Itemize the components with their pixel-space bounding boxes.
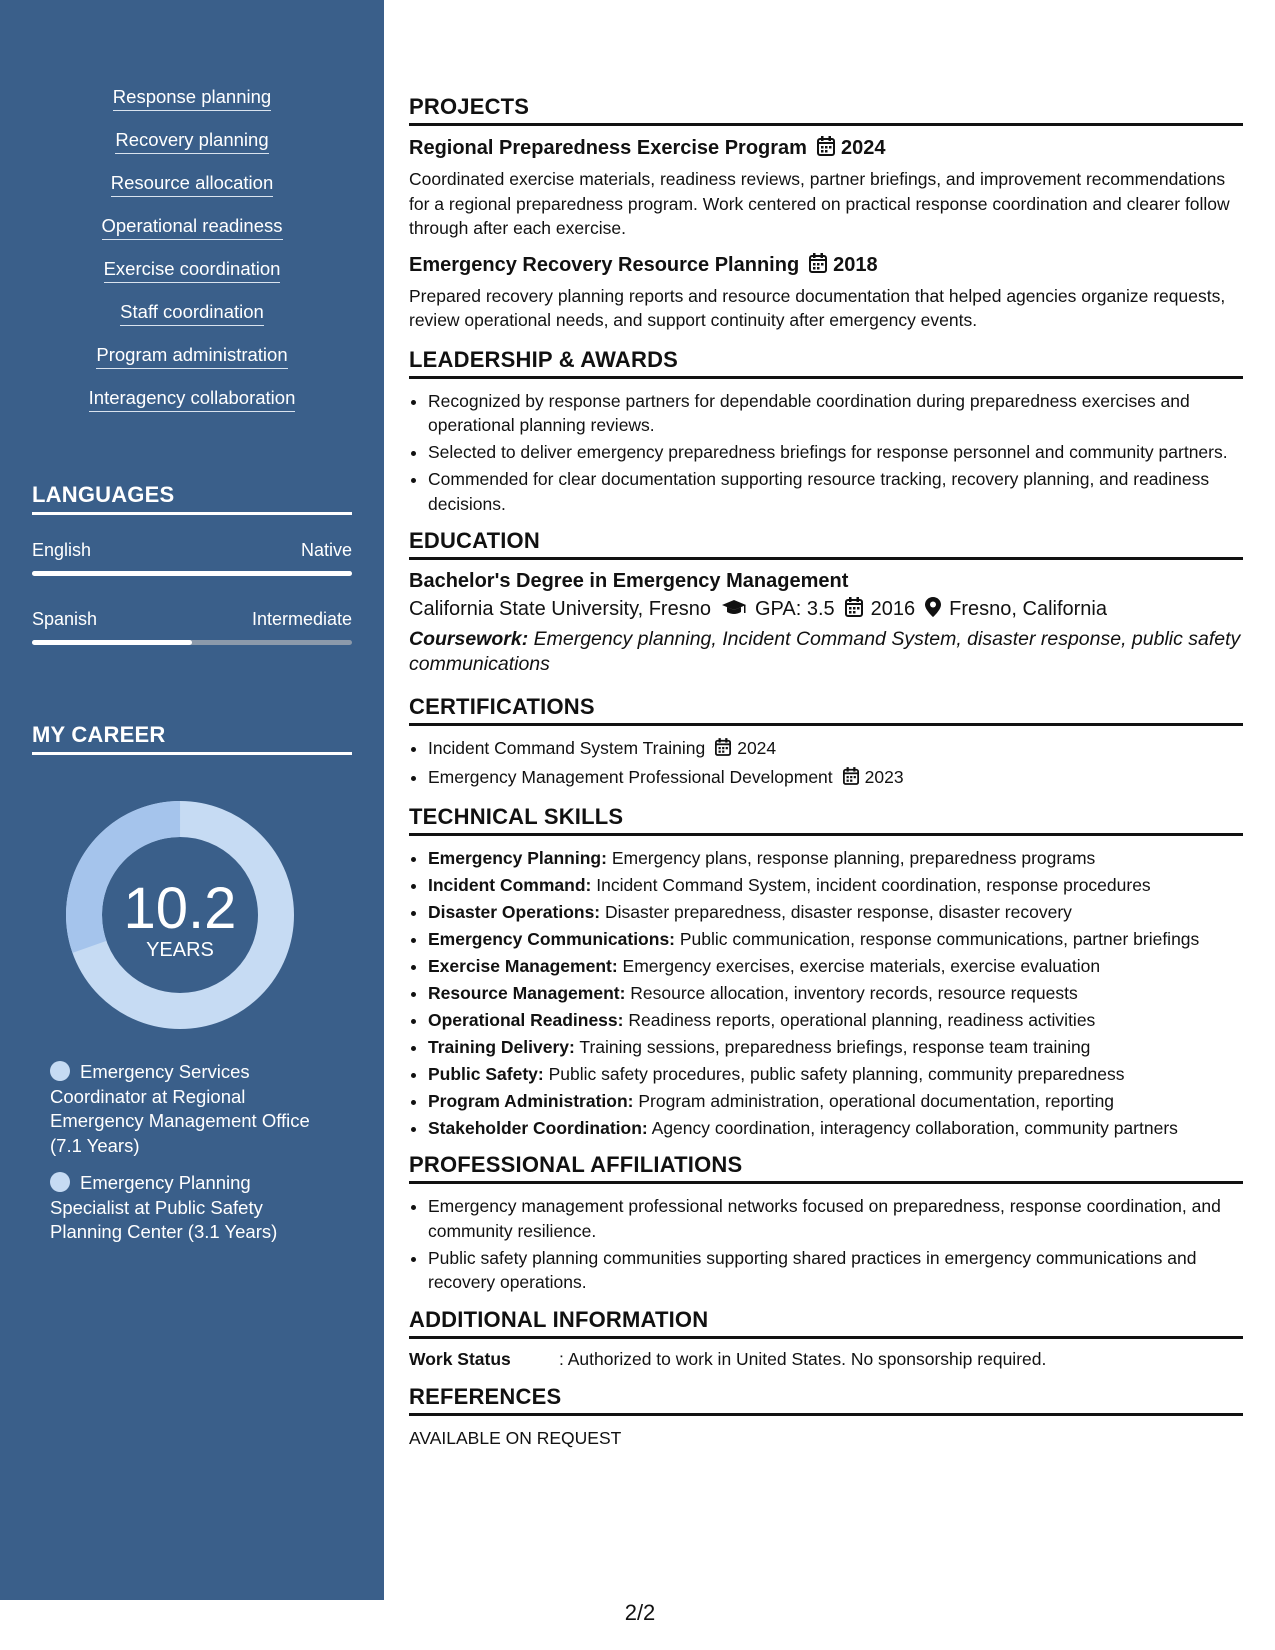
skill-tag: Program administration xyxy=(96,344,287,369)
career-item xyxy=(50,1060,320,1158)
list-item xyxy=(428,954,1243,979)
certification-name: Incident Command System Training xyxy=(428,738,706,758)
project-year: 2018 xyxy=(833,253,878,276)
skill-tag: Exercise coordination xyxy=(104,258,281,283)
list-item xyxy=(428,900,1243,925)
school-name: California State University, Fresno xyxy=(409,598,711,620)
list-item: • Public safety planning communities supporting shared practices in emergency communications and recovery operations. xyxy=(428,1246,1243,1295)
certification-year: 2023 xyxy=(864,767,904,787)
career-dot xyxy=(50,1061,70,1081)
coursework xyxy=(409,627,1243,676)
skill-label: Operational Readiness: xyxy=(428,1009,624,1030)
career-dot xyxy=(50,1172,70,1192)
skill-tag: Operational readiness xyxy=(102,215,283,240)
list-item xyxy=(428,1089,1243,1114)
graduation-cap-icon xyxy=(721,599,747,623)
coursework-text: Emergency planning, Incident Command System, disaster response, public safety communications xyxy=(409,628,1241,675)
skill-text: Incident Command System, incident coordination, response procedures xyxy=(596,874,1151,895)
language-bar-fill xyxy=(32,640,192,645)
skill-label: Incident Command: xyxy=(428,874,592,895)
skill-label: Emergency Communications: xyxy=(428,928,675,949)
skill-text: Public safety procedures, public safety planning, community preparedness xyxy=(548,1063,1125,1084)
project-description: Coordinated exercise materials, readiness reviews, partner briefings, and improvement recommendations for a regional preparedness program. Work centered on practical response coordination and clearer follow through after each exercise. xyxy=(409,169,1230,238)
additional-info-section xyxy=(409,1307,1243,1370)
project-name: Regional Preparedness Exercise Program xyxy=(409,137,807,159)
section-title: EDUCATION xyxy=(409,528,1243,560)
career-text: Emergency Planning Specialist at Public Safety Planning Center (3.1 Years) xyxy=(50,1172,278,1242)
affiliations-section xyxy=(409,1152,1243,1295)
list-item xyxy=(428,846,1243,871)
section-title: CERTIFICATIONS xyxy=(409,694,1243,726)
language-bar-fill xyxy=(32,571,352,576)
project-name: Emergency Recovery Resource Planning xyxy=(409,253,800,276)
skill-tag: Recovery planning xyxy=(115,129,268,154)
list-item xyxy=(428,873,1243,898)
section-title: REFERENCES xyxy=(409,1384,1243,1416)
degree-title: Bachelor's Degree in Emergency Management xyxy=(409,570,849,592)
list-item xyxy=(428,927,1243,952)
language-name: English xyxy=(32,540,92,560)
certifications-section xyxy=(409,694,1243,792)
skill-label: Resource Management: xyxy=(428,982,626,1003)
affiliations-list xyxy=(409,1194,1243,1295)
project-description: Prepared recovery planning reports and resource documentation that helped agencies organize requests, review operational needs, and support continuity after emergency events. xyxy=(409,285,1226,330)
technical-skills-list xyxy=(409,846,1243,1141)
list-item: • Recognized by response partners for dependable coordination during preparedness exercises and operational planning reviews. xyxy=(428,389,1243,438)
references-section xyxy=(409,1384,1243,1451)
career-heading: MY CAREER xyxy=(32,722,352,755)
project-title xyxy=(409,253,1243,279)
skill-text: Emergency exercises, exercise materials, exercise evaluation xyxy=(622,955,1101,976)
language-level: Intermediate xyxy=(251,609,352,629)
list-item xyxy=(428,1062,1243,1087)
skill-tags xyxy=(0,86,384,430)
education-details xyxy=(409,597,1243,623)
list-item xyxy=(428,981,1243,1006)
career-text: Emergency Services Coordinator at Regional Emergency Management Office (7.1 Years) xyxy=(50,1061,310,1156)
skill-text: Resource allocation, inventory records, resource requests xyxy=(630,982,1078,1003)
calendar-icon xyxy=(809,253,827,279)
work-status-value: : Authorized to work in United States. No sponsorship required. xyxy=(559,1348,1047,1369)
gpa: GPA: 3.5 xyxy=(754,598,835,620)
list-item xyxy=(428,736,1243,763)
skill-text: Emergency plans, response planning, preparedness programs xyxy=(611,847,1096,868)
language-name: Spanish xyxy=(32,609,98,629)
project-year: 2024 xyxy=(840,137,886,159)
list-item xyxy=(428,1035,1243,1060)
skill-label: Training Delivery: xyxy=(428,1036,575,1057)
languages-heading: LANGUAGES xyxy=(32,482,352,515)
references-text: AVAILABLE ON REQUEST xyxy=(409,1427,622,1448)
calendar-icon xyxy=(845,597,863,623)
skill-tag: Staff coordination xyxy=(120,301,264,326)
section-title: LEADERSHIP & AWARDS xyxy=(409,347,1243,379)
language-row xyxy=(32,609,352,630)
language-row xyxy=(32,540,352,561)
page-number: 2/2 xyxy=(624,1600,656,1625)
leadership-list xyxy=(409,389,1243,517)
career-donut xyxy=(66,801,294,1029)
language-bar xyxy=(32,640,352,645)
work-status-row xyxy=(409,1349,1243,1370)
list-item xyxy=(428,765,1243,792)
list-item: • Selected to deliver emergency preparedness briefings for response personnel and community partners. xyxy=(428,440,1243,465)
location-pin-icon xyxy=(925,597,941,623)
skill-text: Readiness reports, operational planning, readiness activities xyxy=(628,1009,1096,1030)
certifications-list xyxy=(409,736,1243,792)
calendar-icon xyxy=(817,136,835,162)
calendar-icon xyxy=(715,738,731,763)
skill-label: Stakeholder Coordination: xyxy=(428,1117,648,1138)
section-title: ADDITIONAL INFORMATION xyxy=(409,1307,1243,1339)
language-bar xyxy=(32,571,352,576)
skill-text: Program administration, operational documentation, reporting xyxy=(638,1090,1115,1111)
project-title xyxy=(409,136,1243,162)
skill-tag: Response planning xyxy=(113,86,271,111)
list-item: • Emergency management professional networks focused on preparedness, response coordination, and community resilience. xyxy=(428,1194,1243,1243)
skill-label: Emergency Planning: xyxy=(428,847,607,868)
certification-name: Emergency Management Professional Development xyxy=(428,767,833,787)
sidebar xyxy=(0,0,384,1600)
graduation-year: 2016 xyxy=(870,598,916,620)
work-status-label: Work Status xyxy=(409,1348,511,1369)
coursework-label: Coursework: xyxy=(409,628,529,650)
career-item xyxy=(50,1171,320,1245)
leadership-section xyxy=(409,347,1243,517)
education-section xyxy=(409,528,1243,676)
technical-skills-section xyxy=(409,804,1243,1141)
skill-text: Public communication, response communications, partner briefings xyxy=(679,928,1200,949)
list-item xyxy=(428,1008,1243,1033)
list-item xyxy=(428,1116,1243,1141)
skill-tag: Resource allocation xyxy=(111,172,273,197)
language-level: Native xyxy=(300,540,352,560)
projects-section xyxy=(409,94,1243,333)
school-location: Fresno, California xyxy=(949,598,1107,620)
section-title: TECHNICAL SKILLS xyxy=(409,804,1243,836)
section-title: PROFESSIONAL AFFILIATIONS xyxy=(409,1152,1243,1184)
career-years-total: 10.2 xyxy=(123,876,237,941)
skill-label: Exercise Management: xyxy=(428,955,618,976)
skill-text: Disaster preparedness, disaster response, disaster recovery xyxy=(605,901,1072,922)
skill-text: Agency coordination, interagency collaboration, community partners xyxy=(651,1117,1178,1138)
skill-text: Training sessions, preparedness briefings, response team training xyxy=(579,1036,1091,1057)
skill-label: Disaster Operations: xyxy=(428,901,601,922)
skill-label: Program Administration: xyxy=(428,1090,634,1111)
career-years-unit: YEARS xyxy=(146,939,214,961)
list-item: • Commended for clear documentation supporting resource tracking, recovery planning, and readiness decisions. xyxy=(428,467,1243,516)
skill-label: Public Safety: xyxy=(428,1063,544,1084)
main-content xyxy=(409,94,1243,1450)
calendar-icon xyxy=(843,767,859,792)
certification-year: 2024 xyxy=(737,738,777,758)
section-title: PROJECTS xyxy=(409,94,1243,126)
skill-tag: Interagency collaboration xyxy=(89,387,296,412)
